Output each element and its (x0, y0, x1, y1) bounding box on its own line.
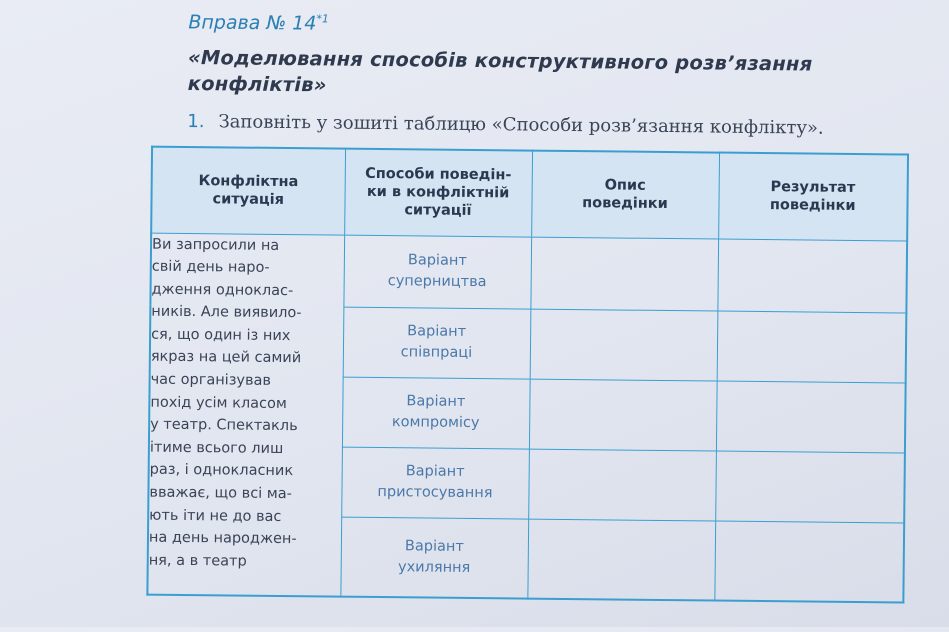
situation-line: дження одноклас- (151, 281, 294, 299)
header-line: ки в конфліктній (366, 184, 510, 202)
situation-line: свій день наро- (151, 258, 270, 276)
variant-line: Варіант (407, 323, 467, 340)
result-cell[interactable] (714, 521, 904, 603)
variant-accommodation-cell (341, 447, 529, 519)
situation-line: на день народжен- (148, 529, 297, 548)
exercise-label-text: Вправа № 14 (188, 11, 317, 35)
exercise-title (188, 45, 909, 105)
situation-line: ітиме всього лиш (149, 439, 284, 457)
header-behavior-methods (344, 149, 532, 237)
variant-line: пристосування (377, 483, 493, 502)
variant-line: Варіант (406, 393, 466, 410)
variant-competition-cell (343, 235, 531, 309)
situation-line: ників. Але виявило- (151, 303, 302, 322)
variant-line: суперництва (387, 273, 487, 291)
situation-line: час організував (150, 371, 272, 389)
header-line: поведінки (582, 195, 668, 213)
conflict-resolution-table (146, 146, 909, 604)
situation-line: у театр. Спектакль (150, 416, 298, 435)
result-cell[interactable] (717, 239, 907, 313)
situation-line: ся, що один із них (151, 326, 291, 344)
situation-line: похід усім класом (150, 394, 287, 412)
description-cell[interactable] (528, 449, 716, 521)
exercise-marker: *1 (316, 12, 330, 26)
situation-line: раз, і однокласник (149, 462, 294, 480)
conflict-situation-cell (147, 233, 344, 597)
exercise-label (188, 11, 329, 35)
result-cell[interactable] (715, 451, 905, 523)
description-cell[interactable] (530, 309, 718, 381)
variant-avoidance-cell (340, 517, 528, 599)
variant-cooperation-cell (343, 307, 531, 379)
result-cell[interactable] (716, 381, 906, 453)
situation-line: вважає, що всі ма- (149, 484, 292, 503)
variant-line: компромісу (391, 414, 480, 432)
description-cell[interactable] (530, 237, 718, 311)
header-line: ситуація (212, 191, 285, 209)
header-behavior-description (531, 151, 719, 239)
header-line: Опис (604, 177, 646, 195)
variant-compromise-cell (342, 377, 530, 449)
task-instruction (187, 111, 917, 140)
variant-line: ухиляння (397, 558, 471, 576)
header-line: Способи поведін- (365, 166, 512, 184)
header-line: ситуації (404, 202, 472, 220)
situation-line: ня, а в театр (148, 552, 247, 570)
variant-line: співпраці (400, 344, 473, 361)
situation-line: ють іти не до вас (149, 507, 282, 525)
header-behavior-result (718, 153, 908, 241)
situation-line: якраз на цей самий (150, 349, 302, 367)
variant-line: Варіант (404, 538, 464, 555)
variant-line: Варіант (407, 252, 467, 269)
table-row (150, 233, 907, 313)
exercise-title-line-2: конфліктів» (187, 71, 327, 97)
header-line: поведінки (769, 197, 856, 215)
variant-line: Варіант (405, 463, 465, 480)
result-cell[interactable] (717, 311, 907, 383)
situation-line: Ви запросили на (151, 236, 280, 254)
header-line: Конфліктна (198, 173, 299, 191)
description-cell[interactable] (527, 519, 715, 601)
task-text: Заповніть у зошиті таблицю «Способи розв’язання конфлікту». (218, 111, 824, 139)
table-header-row (151, 147, 908, 241)
header-line: Результат (770, 179, 856, 197)
task-number: 1. (187, 110, 205, 133)
description-cell[interactable] (529, 379, 717, 451)
header-conflict-situation (151, 147, 345, 235)
exercise-title-line-1: «Моделювання способів конструктивного розв’язання (187, 45, 813, 76)
